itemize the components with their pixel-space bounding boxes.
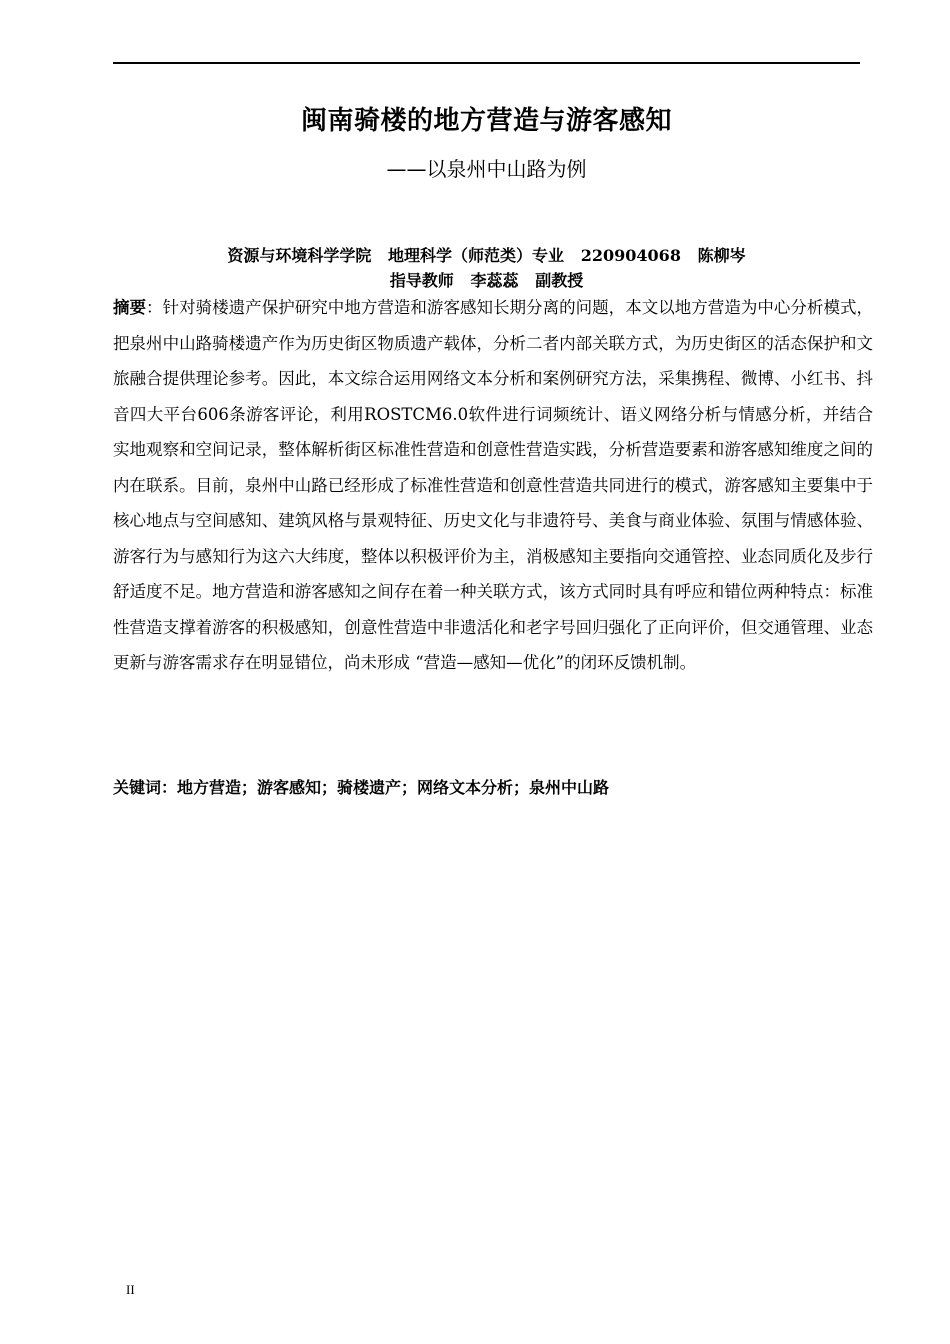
header-rule: [113, 62, 860, 64]
paper-title: 闽南骑楼的地方营造与游客感知: [300, 106, 672, 136]
abstract-label: 摘要: [113, 298, 147, 317]
advisor-info: 指导教师 李蕊蕊 副教授: [389, 271, 584, 290]
abstract-body: ：针对骑楼遗产保护研究中地方营造和游客感知长期分离的问题，本文以地方营造为中心分析模式，把泉州中山路骑楼遗产作为历史街区物质遗产载体，分析二者内部关联方式，为历史街区的活态保护和文旅融合提供理论参考。因此，本文综合运用网络文本分析和案例研究方法，采集携程、微博、小红书、抖音四大平台606条游客评论，利用ROSTCM6.0软件进行词频统计、语义网络分析与情感分析，并结合实地观察和空间记录，整体解析街区标准性营造和创意性营造实践，分析营造要素和游客感知维度之间的内在联系。目前，泉州中山路已经形成了标准性营造和创意性营造共同进行的模式，游客感知主要集中于核心地点与空间感知、建筑风格与景观特征、历史文化与非遗符号、美食与商业体验、氛围与情感体验、游客行为与感知行为这六大纬度，整体以积极评价为主，消极感知主要指向交通管控、业态同质化及步行舒适度不足。地方营造和游客感知之间存在着一种关联方式，该方式同时具有呼应和错位两种特点：标准性营造支撑着游客的积极感知，创意性营造中非遗活化和老字号回归强化了正向评价，但交通管理、业态更新与游客需求存在明显错位，尚未形成 “营造—感知—优化”的闭环反馈机制。: [113, 298, 874, 672]
author-info: 资源与环境科学学院 地理科学（师范类）专业 220904068 陈柳岑: [227, 246, 746, 265]
keywords: 关键词：地方营造；游客感知；骑楼遗产；网络文本分析；泉州中山路: [113, 778, 610, 797]
abstract: [113, 290, 873, 681]
page-number: II: [126, 1282, 135, 1297]
paper-subtitle: ——以泉州中山路为例: [386, 157, 587, 181]
